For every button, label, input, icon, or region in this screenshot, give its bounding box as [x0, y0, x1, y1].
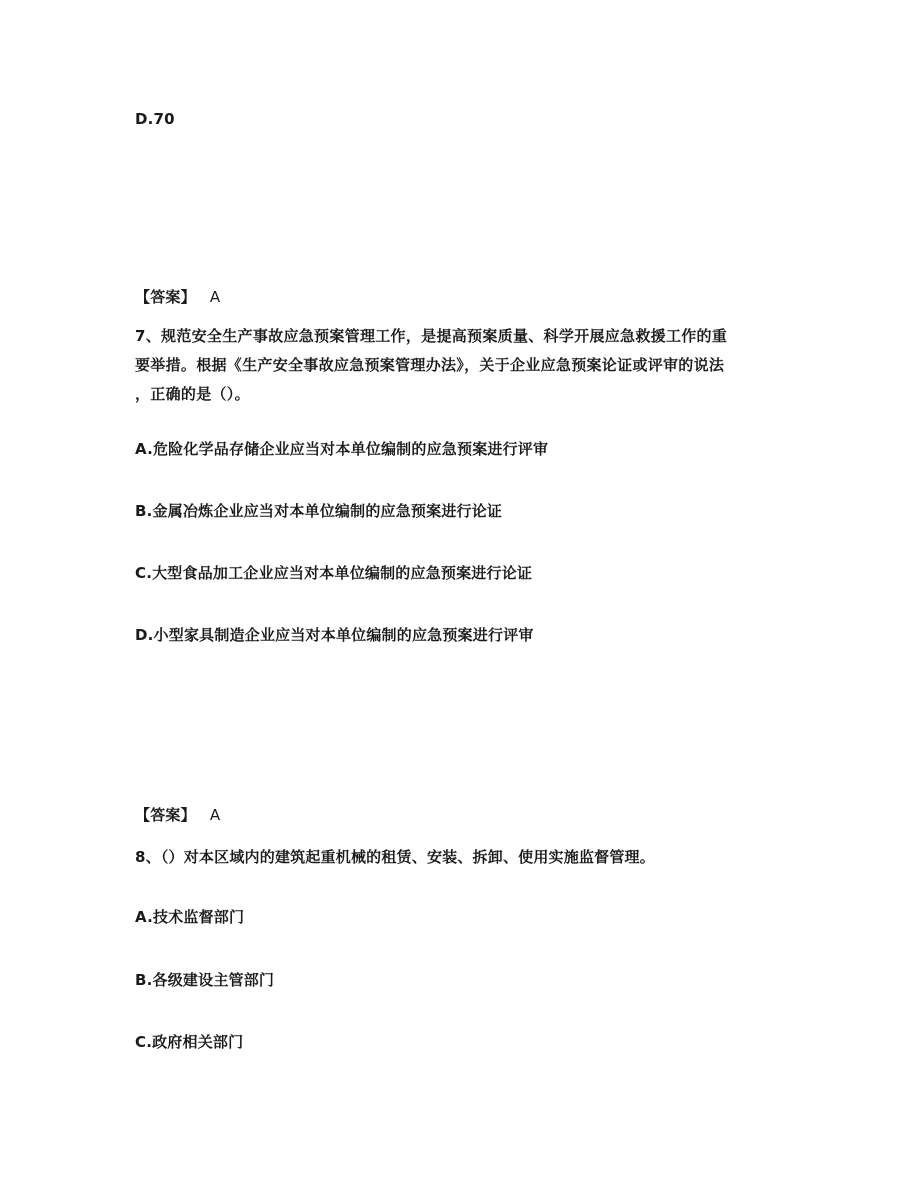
q7-option-c: C.大型食品加工企业应当对本单位编制的应急预案进行论证 [135, 564, 533, 582]
q7-option-d: D.小型家具制造企业应当对本单位编制的应急预案进行评审 [135, 626, 534, 644]
q8-stem: 8、（）对本区域内的建筑起重机械的租赁、安装、拆卸、使用实施监督管理。 [135, 848, 655, 866]
q7-stem [135, 322, 785, 409]
q7-stem-line-3: ，正确的是（）。 [135, 385, 250, 403]
q7-stem-line-2: 要举措。根据《生产安全事故应急预案管理办法》，关于企业应急预案论证或评审的说法 [135, 356, 725, 374]
answer-value: A [209, 806, 221, 824]
q8-option-a: A.技术监督部门 [135, 908, 245, 926]
q8-option-b: B.各级建设主管部门 [135, 971, 275, 989]
q7-option-b: B.金属冶炼企业应当对本单位编制的应急预案进行论证 [135, 502, 503, 520]
answer-label: 【答案】 [135, 288, 196, 306]
q7-stem-line-1: 7、规范安全生产事故应急预案管理工作，是提高预案质量、科学开展应急救援工作的重 [135, 327, 728, 345]
answer-value: A [209, 288, 221, 306]
answer-label: 【答案】 [135, 806, 196, 824]
q6-answer [135, 286, 220, 308]
q8-option-c: C.政府相关部门 [135, 1033, 244, 1051]
q7-option-a: A.危险化学品存储企业应当对本单位编制的应急预案进行评审 [135, 440, 549, 458]
q7-answer [135, 804, 220, 826]
q6-option-d: D.70 [135, 110, 175, 128]
